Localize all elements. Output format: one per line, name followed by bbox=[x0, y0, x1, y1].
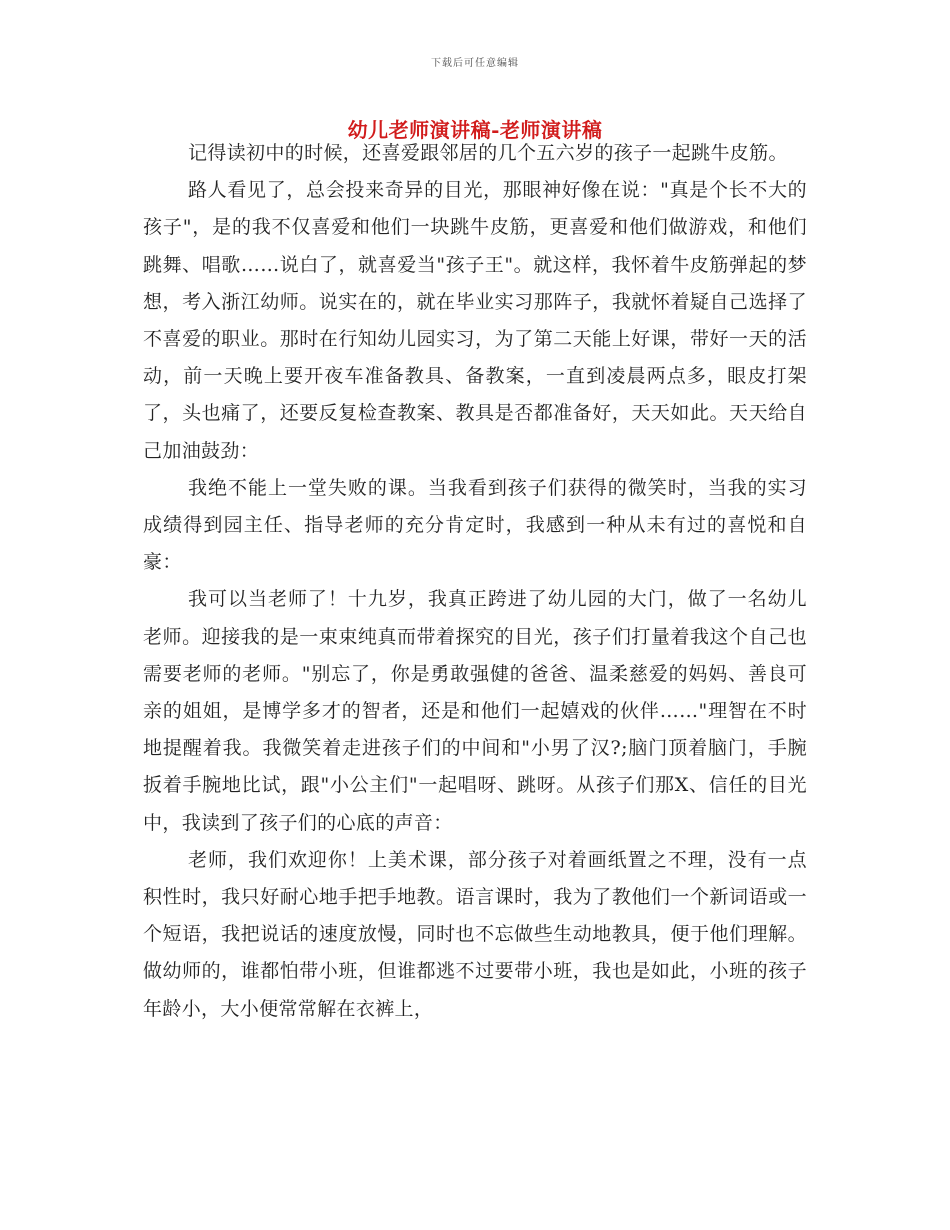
document-body bbox=[143, 135, 807, 1028]
paragraph: 我可以当老师了！十九岁，我真正跨进了幼儿园的大门，做了一名幼儿老师。迎接我的是一束束纯真而带着探究的目光，孩子们打量着我这个自己也需要老师的老师。"别忘了，你是勇敢强健的爸爸、温柔慈爱的妈妈、善良可亲的姐姐，是博学多才的智者，还是和他们一起嬉戏的伙伴……"理智在不时地提醒着我。我微笑着走进孩子们的中间和"小男了汉?;脑门顶着脑门，手腕扳着手腕地比试，跟"小公主们"一起唱呀、跳呀。从孩子们那X、信任的目光中，我读到了孩子们的心底的声音： bbox=[143, 588, 807, 834]
paragraph: 路人看见了，总会投来奇异的目光，那眼神好像在说："真是个长不大的孩子"，是的我不仅喜爱和他们一块跳牛皮筋，更喜爱和他们做游戏，和他们跳舞、唱歌……说白了，就喜爱当"孩子王"。就这样，我怀着牛皮筋弹起的梦想，考入浙江幼师。说实在的，就在毕业实习那阵子，我就怀着疑自己选择了不喜爱的职业。那时在行知幼儿园实习，为了第二天能上好课，带好一天的活动，前一天晚上要开夜车准备教具、备教案，一直到凌晨两点多，眼皮打架了，头也痛了，还要反复检查教案、教具是否都准备好，天天如此。天天给自己加油鼓劲： bbox=[143, 179, 807, 462]
paragraph: 我绝不能上一堂失败的课。当我看到孩子们获得的微笑时，当我的实习成绩得到园主任、指导老师的充分肯定时，我感到一种从未有过的喜悦和自豪： bbox=[143, 476, 807, 574]
header-note: 下载后可任意编辑 bbox=[431, 58, 519, 69]
document-title: 幼儿老师演讲稿-老师演讲稿 bbox=[347, 118, 603, 142]
paragraph: 记得读初中的时候，还喜爱跟邻居的几个五六岁的孩子一起跳牛皮筋。 bbox=[188, 142, 788, 164]
paragraph: 老师，我们欢迎你！上美术课，部分孩子对着画纸置之不理，没有一点积性时，我只好耐心地手把手地教。语言课时，我为了教他们一个新词语或一个短语，我把说话的速度放慢，同时也不忘做些生动地教具，便于他们理解。做幼师的，谁都怕带小班，但谁都逃不过要带小班，我也是如此，小班的孩子年龄小，大小便常常解在衣裤上， bbox=[143, 848, 807, 1020]
